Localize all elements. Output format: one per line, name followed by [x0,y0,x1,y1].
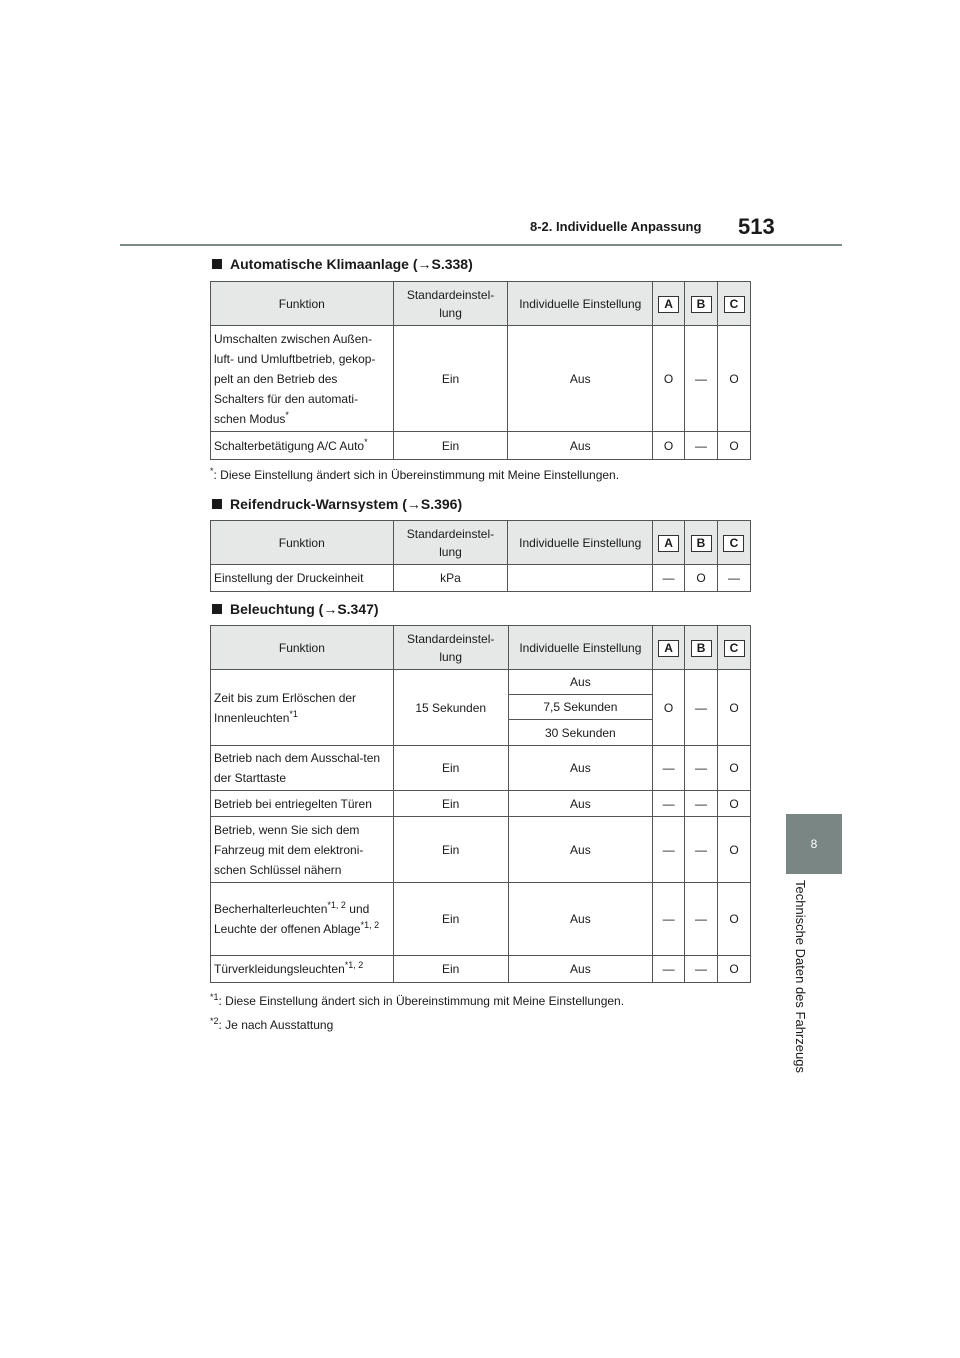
cell-b: — [685,791,718,817]
section-title: 8-2. Individuelle Anpassung [530,219,702,234]
cell-c: — [717,565,750,592]
table-beleuchtung [210,625,751,983]
cell-individuell: Aus [508,670,652,695]
cell-c: O [718,670,751,746]
col-a [653,626,685,670]
cell-funktion: Betrieb nach dem Ausschal-ten der Starttaste [211,746,394,791]
chapter-tab [786,814,842,874]
cell-standard: Ein [393,956,508,983]
heading-text: Automatische Klimaanlage (→S.338) [230,256,473,272]
cell-a: — [653,956,685,983]
cell-a: O [653,326,685,432]
letter-c-icon: C [724,296,745,313]
table-row [211,883,751,956]
cell-individuell: Aus [508,883,652,956]
col-individuell: Individuelle Einstellung [508,626,652,670]
col-c [717,521,750,565]
footnote: *: Diese Einstellung ändert sich in Übereinstimmung mit Meine Einstellungen. [210,466,620,482]
cell-standard: Ein [393,883,508,956]
cell-a: O [653,432,685,460]
table-header-row [211,282,751,326]
cell-individuell: Aus [508,432,653,460]
cell-standard: Ein [393,746,508,791]
col-standard: Standardeinstel-lung [393,521,508,565]
col-funktion: Funktion [211,521,394,565]
cell-standard: Ein [393,817,508,883]
cell-a: — [653,883,685,956]
col-funktion: Funktion [211,626,394,670]
col-b [685,626,718,670]
letter-a-icon: A [658,535,679,552]
col-c [718,626,751,670]
cell-individuell: Aus [508,326,653,432]
col-b [685,521,718,565]
cell-b: — [685,746,718,791]
cell-standard: Ein [393,326,508,432]
col-b [685,282,718,326]
cell-b: — [685,326,718,432]
cell-standard: kPa [393,565,508,592]
cell-b: O [685,565,718,592]
cell-funktion: Einstellung der Druckeinheit [211,565,394,592]
cell-funktion: Zeit bis zum Erlöschen der Innenleuchten$^{*1}$ [211,670,394,746]
heading-text: Beleuchtung (→S.347) [230,601,379,617]
col-individuell: Individuelle Einstellung [508,282,653,326]
cell-individuell: 30 Sekunden [508,720,652,746]
cell-c: O [718,432,751,460]
letter-b-icon: B [691,535,712,552]
letter-c-icon: C [723,535,744,552]
cell-c: O [718,817,751,883]
cell-b: — [685,883,718,956]
table-row [211,326,751,432]
cell-individuell: Aus [508,817,652,883]
cell-a: — [653,565,685,592]
table-header-row [211,626,751,670]
letter-a-icon: A [658,296,679,313]
table-row [211,817,751,883]
cell-funktion: Betrieb, wenn Sie sich dem Fahrzeug mit dem elektroni-schen Schlüssel nähern [211,817,394,883]
chapter-label: Technische Daten des Fahrzeugs [793,880,808,1073]
table-klimaanlage [210,281,751,460]
letter-a-icon: A [658,640,679,657]
cell-funktion: Becherhalterleuchten$^{*1, 2}$ und Leuchte der offenen Ablage$^{*1, 2}$ [211,883,394,956]
section-heading-reifendruck [212,496,462,512]
cell-standard: Ein [393,791,508,817]
letter-b-icon: B [691,640,712,657]
cell-a: — [653,746,685,791]
cell-b: — [685,432,718,460]
table-reifendruck [210,520,751,592]
col-individuell: Individuelle Einstellung [508,521,653,565]
cell-individuell [508,565,653,592]
square-bullet-icon [212,259,222,269]
cell-funktion: Umschalten zwischen Außen-luft- und Umluftbetrieb, gekop-pelt an den Betrieb des Schalters für den automati-schen Modus* [211,326,394,432]
footnote: $^{*2}$: Je nach Ausstattung [210,1016,334,1032]
header-divider [120,244,842,246]
section-heading-beleuchtung [212,601,379,617]
cell-funktion: Betrieb bei entriegelten Türen [211,791,394,817]
page-number: 513 [738,214,775,239]
table-header-row [211,521,751,565]
cell-b: — [685,817,718,883]
cell-funktion: Schalterbetätigung A/C Auto* [211,432,394,460]
cell-b: — [685,956,718,983]
cell-individuell: 7,5 Sekunden [508,695,652,720]
table-row [211,432,751,460]
table-row [211,956,751,983]
cell-c: O [718,956,751,983]
section-heading-klimaanlage [212,256,473,272]
cell-c: O [718,746,751,791]
col-standard: Standardeinstel-lung [393,626,508,670]
table-row [211,791,751,817]
cell-a: O [653,670,685,746]
cell-individuell: Aus [508,956,652,983]
letter-b-icon: B [691,296,712,313]
col-c [718,282,751,326]
square-bullet-icon [212,499,222,509]
cell-standard: Ein [393,432,508,460]
cell-standard: 15 Sekunden [393,670,508,746]
table-row [211,565,751,592]
cell-c: O [718,883,751,956]
cell-individuell: Aus [508,746,652,791]
cell-funktion: Türverkleidungsleuchten$^{*1, 2}$ [211,956,394,983]
col-a [653,282,685,326]
col-funktion: Funktion [211,282,394,326]
heading-text: Reifendruck-Warnsystem (→S.396) [230,496,463,512]
table-row [211,670,751,695]
table-row [211,746,751,791]
cell-a: — [653,791,685,817]
col-a [653,521,685,565]
letter-c-icon: C [724,640,745,657]
col-standard: Standardeinstel-lung [393,282,508,326]
chapter-number: 8 [810,837,818,851]
cell-c: O [718,791,751,817]
cell-individuell: Aus [508,791,652,817]
cell-b: — [685,670,718,746]
square-bullet-icon [212,604,222,614]
cell-a: — [653,817,685,883]
cell-c: O [718,326,751,432]
footnote: $^{*1}$: Diese Einstellung ändert sich in Übereinstimmung mit Meine Einstellungen. [210,992,625,1008]
